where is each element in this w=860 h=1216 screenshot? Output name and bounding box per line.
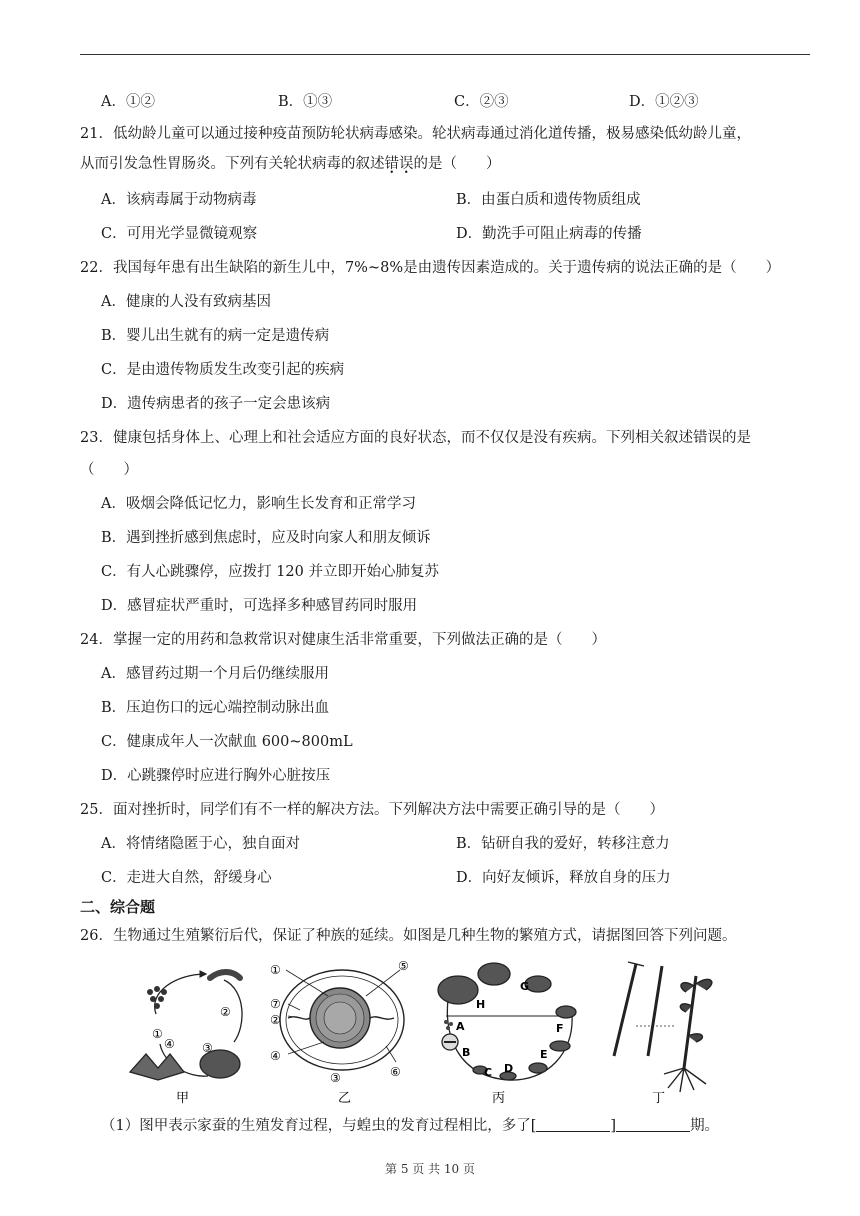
- reproduction-figure: [128, 956, 732, 1104]
- bing-label-d: D: [504, 1062, 514, 1075]
- jia-label-3: ③: [202, 1041, 213, 1055]
- q21-option-b[interactable]: B．由蛋白质和遗传物质组成: [456, 192, 641, 208]
- q26-answer-blank-number[interactable]: [536, 1117, 610, 1132]
- q24-option-a[interactable]: A．感冒药过期一个月后仍继续服用: [101, 666, 329, 682]
- q23-option-c[interactable]: C．有人心跳骤停，应拨打 120 并立即开始心肺复苏: [101, 564, 439, 580]
- bing-label-h: H: [476, 998, 486, 1011]
- q25-option-a[interactable]: A．将情绪隐匿于心，独自面对: [101, 836, 300, 852]
- q21-option-c[interactable]: C．可用光学显微镜观察: [101, 226, 258, 242]
- q20-option-a[interactable]: A．①②: [101, 94, 155, 110]
- q26-answer-blank-stage[interactable]: [616, 1117, 690, 1132]
- q23-option-b[interactable]: B．遇到挫折感到焦虑时，应及时向家人和朋友倾诉: [101, 530, 431, 546]
- q21-stem-line2: [80, 154, 501, 174]
- page-footer: 第 5 页 共 10 页: [385, 1162, 475, 1176]
- jia-label-1: ①: [152, 1027, 163, 1041]
- q21-option-a[interactable]: A．该病毒属于动物病毒: [101, 192, 257, 208]
- yi-label-4: ④: [270, 1049, 281, 1063]
- q23-option-a[interactable]: A．吸烟会降低记忆力，影响生长发育和正常学习: [101, 496, 416, 512]
- q20-option-c[interactable]: C．②③: [454, 94, 509, 110]
- jia-label-4: ④: [164, 1037, 175, 1051]
- q25-option-c[interactable]: C．走进大自然，舒缓身心: [101, 870, 272, 886]
- figure-ding-cutting: [614, 962, 712, 1092]
- yi-label-1: ①: [270, 963, 281, 977]
- figure-yi-bird-egg: [280, 970, 404, 1070]
- header-rule: [80, 54, 810, 55]
- q24-option-b[interactable]: B．压迫伤口的远心端控制动脉出血: [101, 700, 330, 716]
- figure-jia-silkworm-cycle: [130, 972, 242, 1080]
- q21-emphasis-char: 误: [399, 156, 414, 172]
- q21-stem-text: 从而引发急性胃肠炎。下列有关轮状病毒的叙述: [80, 156, 385, 172]
- q25-option-d[interactable]: D．向好友倾诉，释放自身的压力: [456, 870, 671, 886]
- q23-stem-line1: 23．健康包括身体上、心理上和社会适应方面的良好状态，而不仅仅是没有疾病。下列相关叙述错误的是: [80, 430, 751, 446]
- yi-label-2: ②: [270, 1013, 281, 1027]
- q23-option-d[interactable]: D．感冒症状严重时，可选择多种感冒药同时服用: [101, 598, 418, 614]
- yi-label-6: ⑥: [390, 1065, 401, 1079]
- q24-option-c[interactable]: C．健康成年人一次献血 600~800mL: [101, 734, 353, 750]
- q22-option-c[interactable]: C．是由遗传物质发生改变引起的疾病: [101, 362, 345, 378]
- q22-option-d[interactable]: D．遗传病患者的孩子一定会患该病: [101, 396, 331, 412]
- q21-stem-tail: 的是（ ）: [413, 156, 501, 172]
- q21-option-d[interactable]: D．勤洗手可阻止病毒的传播: [456, 226, 642, 242]
- bing-label-f: F: [556, 1022, 564, 1035]
- bing-label-b: B: [462, 1046, 471, 1059]
- jia-label-2: ②: [220, 1005, 231, 1019]
- q25-option-b[interactable]: B．钻研自我的爱好，转移注意力: [456, 836, 670, 852]
- bing-label-c: C: [484, 1066, 493, 1079]
- q22-option-a[interactable]: A．健康的人没有致病基因: [101, 294, 271, 310]
- q26-sub1-tail: 期。: [690, 1118, 720, 1134]
- q26-subquestion-1: [101, 1116, 719, 1136]
- q23-stem-line2: （ ）: [80, 462, 138, 478]
- bing-label-g: G: [520, 980, 530, 993]
- q24-option-d[interactable]: D．心跳骤停时应进行胸外心脏按压: [101, 768, 331, 784]
- q26-stem: 26．生物通过生殖繁衍后代，保证了种族的延续。如图是几种生物的繁殖方式，请据图回答下列问题。: [80, 928, 737, 944]
- q26-sub1-bracket: ]: [610, 1118, 617, 1134]
- bing-label-a: A: [456, 1020, 465, 1033]
- q22-option-b[interactable]: B．婴儿出生就有的病一定是遗传病: [101, 328, 330, 344]
- yi-label-7: ⑦: [270, 997, 281, 1011]
- q22-stem: 22．我国每年患有出生缺陷的新生儿中，7%~8%是由遗传因素造成的。关于遗传病的说法正确的是（ ）: [80, 260, 781, 276]
- bing-label-e: E: [540, 1048, 548, 1061]
- figure-bing-caption: 丙: [492, 1091, 506, 1104]
- q26-sub1-text: （1）图甲表示家蚕的生殖发育过程，与蝗虫的发育过程相比，多了[: [101, 1118, 537, 1134]
- yi-label-5: ⑤: [398, 959, 409, 973]
- figure-yi-caption: 乙: [338, 1091, 352, 1104]
- yi-label-3: ③: [330, 1071, 341, 1085]
- figure-jia-caption: 甲: [176, 1091, 190, 1104]
- q20-option-d[interactable]: D．①②③: [629, 94, 699, 110]
- q20-option-b[interactable]: B．①③: [278, 94, 333, 110]
- q21-emphasis-char: 错: [384, 156, 399, 172]
- q21-stem-line1: 21．低幼龄儿童可以通过接种疫苗预防轮状病毒感染。轮状病毒通过消化道传播，极易感染低幼龄儿童，: [80, 126, 751, 142]
- figure-ding-caption: 丁: [652, 1091, 666, 1104]
- section-heading: 二、综合题: [80, 898, 156, 916]
- q25-stem: 25．面对挫折时，同学们有不一样的解决方法。下列解决方法中需要正确引导的是（ ）: [80, 802, 664, 818]
- q24-stem: 24．掌握一定的用药和急救常识对健康生活非常重要，下列做法正确的是（ ）: [80, 632, 606, 648]
